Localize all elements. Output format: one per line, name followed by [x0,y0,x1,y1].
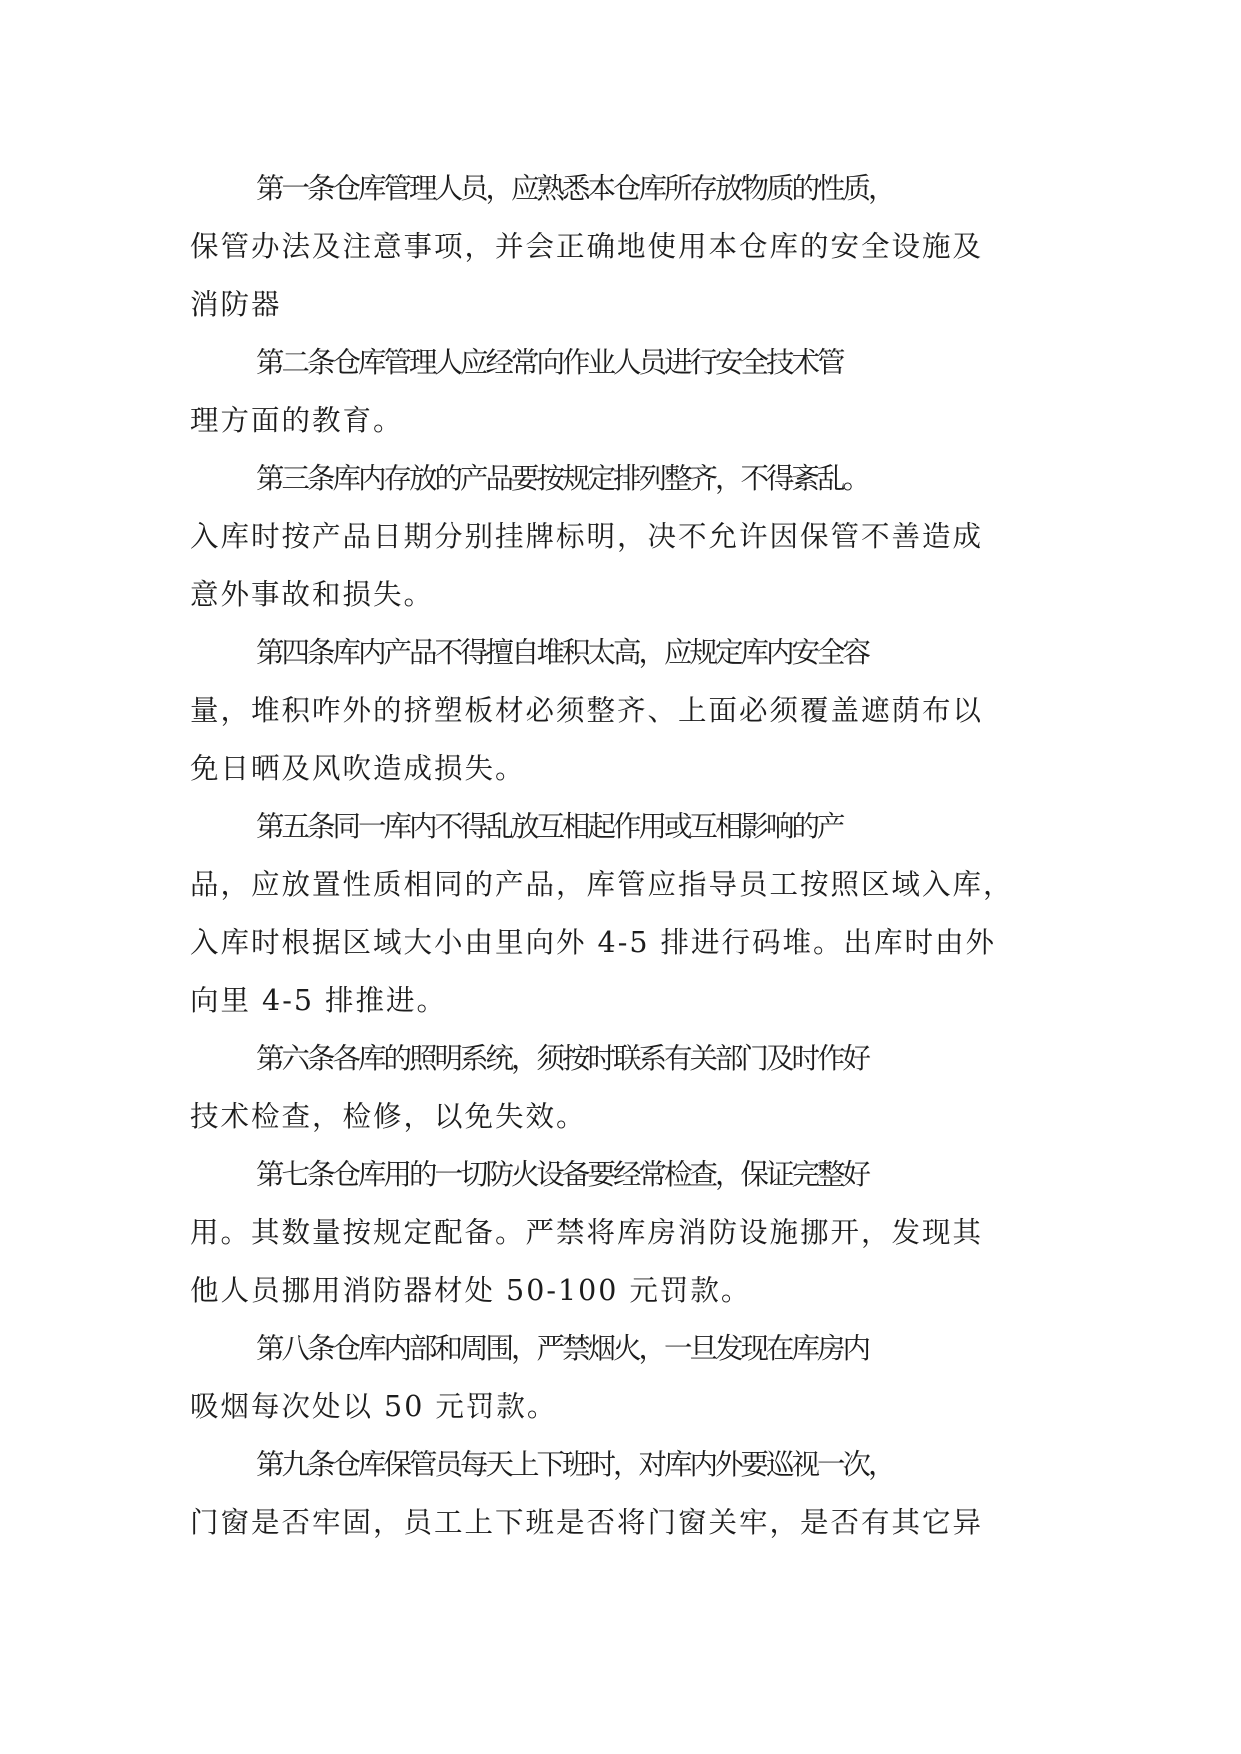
article-paragraph [190,450,1090,624]
article-line: 理方面的教育。 [190,404,404,437]
article-paragraph [190,1436,1090,1552]
article-line: 第六条各库的照明系统，须按时联系有关部门及时作好 [256,1042,869,1075]
article-line: 他人员挪用消防器材处 50-100 元罚款。 [190,1274,752,1307]
article-line: 消防器 [190,288,282,321]
article-line: 第四条库内产品不得擅自堆积太高，应规定库内安全容 [256,636,869,669]
article-line: 品，应放置性质相同的产品，库管应指导员工按照区域入库， [190,868,1014,901]
article-paragraph [190,1146,1090,1320]
article-line: 入库时按产品日期分别挂牌标明，决不允许因保管不善造成 [190,520,984,553]
article-paragraph [190,334,1090,450]
article-line: 第一条仓库管理人员，应熟悉本仓库所存放物质的性质， [256,172,894,205]
article-line: 第五条同一库内不得乱放互相起作用或互相影响的产 [256,810,843,843]
article-line: 技术检查，检修，以免失效。 [190,1100,587,1133]
article-line: 向里 4-5 排推进。 [190,984,448,1017]
document-body [190,160,1090,1552]
article-line: 第三条库内存放的产品要按规定排列整齐，不得紊乱。 [256,462,869,495]
article-line: 第二条仓库管理人应经常向作业人员进行安全技术管 [256,346,843,379]
article-line: 用。其数量按规定配备。严禁将库房消防设施挪开，发现其 [190,1216,984,1249]
article-line: 第八条仓库内部和周围，严禁烟火，一旦发现在库房内 [256,1332,869,1365]
article-paragraph [190,1030,1090,1146]
article-paragraph [190,160,1090,334]
article-paragraph [190,1320,1090,1436]
article-line: 意外事故和损失。 [190,578,435,611]
article-line: 门窗是否牢固，员工上下班是否将门窗关牢，是否有其它异 [190,1506,984,1539]
article-line: 第七条仓库用的一切防火设备要经常检查，保证完整好 [256,1158,869,1191]
article-line: 吸烟每次处以 50 元罚款。 [190,1390,558,1423]
article-line: 保管办法及注意事项，并会正确地使用本仓库的安全设施及 [190,230,984,263]
article-paragraph [190,798,1090,1030]
article-line: 入库时根据区域大小由里向外 4-5 排进行码堆。出库时由外 [190,926,997,959]
article-line: 量，堆积咋外的挤塑板材必须整齐、上面必须覆盖遮荫布以 [190,694,984,727]
article-line: 第九条仓库保管员每天上下班时，对库内外要巡视一次， [256,1448,894,1481]
article-paragraph [190,624,1090,798]
article-line: 免日晒及风吹造成损失。 [190,752,526,785]
